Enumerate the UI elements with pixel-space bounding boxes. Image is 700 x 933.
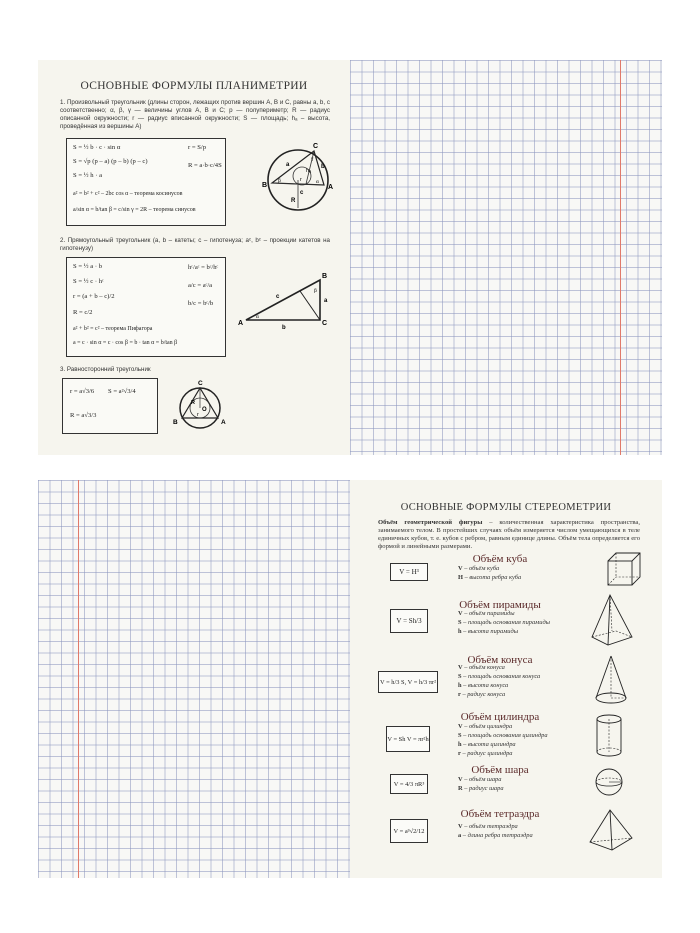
label-r: r [300,177,302,183]
formula-s1-4: a/sin α = b/tan β = c/sin γ = 2R – теорема синусов [73,207,196,213]
circumscribed-triangle-diagram [260,143,340,218]
right-triangle-diagram [238,272,334,332]
cylinder-legend-2: h – высота цилиндра [458,741,516,748]
formula-s1-3: a² = b² + c² – 2bc cos α – теорема косинусов [73,191,183,197]
rt-label-c: c [276,294,280,300]
section1-text: 1. Произвольный треугольник (длины сторон, лежащих против вершин A, B и C, равны a, b, c соответственно; α, β, γ — величины углов A, B и C; p — полупериметр; R — радиус описанной окружности; r — радиус вписанной окружности; S — площадь; hₐ – высота, проведённая из вершины A) [60,99,330,130]
formula-s2-r1: a/c = aᶜ/a [188,282,213,289]
tetrahedron-formula: V = a³√2/12 [390,819,428,843]
formula-s3-1: S = a²√3/4 [108,388,136,395]
cone-legend-1: S – площадь основания конуса [458,673,541,680]
stereometry-page [350,480,662,878]
eq-label-r: r [197,412,199,418]
label-c: c [300,190,304,196]
cylinder-formula: V = Sh V = πr²h [386,726,430,752]
section3-formula-box [62,378,158,434]
formula-s2-5: a = c · sin α = c · cos β = b · tan α = b/tan β [73,340,178,346]
cylinder-legend-1: S – площадь основания цилиндра [458,732,548,739]
label-C: C [313,143,319,150]
formula-s1-0: S = ½ b · c · sin α [73,144,121,151]
label-beta: β [278,178,281,184]
cone-legend-0: V – объём конуса [458,664,505,671]
rt-label-beta: β [314,288,317,294]
eq-label-B: B [173,419,178,426]
label-R: R [291,198,296,204]
sphere-drawing [594,767,624,797]
stereometry-intro [378,519,640,551]
eq-label-O: O [202,407,207,413]
pyramid-legend-1: S – площадь основания пирамиды [458,619,550,626]
eq-label-C: C [198,380,203,387]
eq-label-A: A [221,419,226,426]
rt-label-C: C [322,320,328,327]
eq-label-R: R [191,400,195,406]
tetrahedron-legend-1: a – длина ребра тетраэдра [458,832,533,839]
label-B: B [262,182,268,189]
cone-drawing [594,654,628,706]
grid-page-bottom-left [38,480,350,878]
planimetry-page [38,60,350,455]
cube-drawing [606,551,642,589]
formula-s1-1: S = √p (p – a) (p – b) (p – c) [73,158,148,165]
formula-s1-r: r = S/p [188,144,207,151]
pyramid-drawing [586,593,638,649]
formula-s2-1: S = ½ c · hᶜ [73,278,104,285]
label-alpha: α [316,179,319,185]
sphere-formula: V = 4/3 πR³ [390,774,428,794]
sphere-legend-1: R – радиус шара [458,785,504,792]
cone-legend-3: r – радиус конуса [458,691,506,698]
cube-legend-1: H – высота ребра куба [458,574,522,581]
formula-s2-2: r = (a + b – c)/2 [73,293,115,300]
section2-text: 2. Прямоугольный треугольник (a, b – катеты; c – гипотенуза; aᶜ, bᶜ – проекции катетов на гипотенузу) [60,237,330,252]
rt-label-B: B [322,273,328,280]
rt-label-a: a [324,298,328,304]
rt-label-alpha: α [256,314,259,320]
formula-s2-3: R = c/2 [73,309,93,316]
cone-legend-2: h – высота конуса [458,682,509,689]
pyramid-legend-2: h – высота пирамиды [458,628,519,635]
formula-s3-2: R = a√3/3 [70,412,97,419]
label-h: hₐ [306,168,312,174]
cube-title: Объём куба [472,553,528,565]
label-b: b [321,164,325,170]
cylinder-title: Объём цилиндра [460,711,540,723]
grid-page-top-right [350,60,662,455]
section3-text: 3. Равносторонний треугольник [60,366,151,373]
cone-title: Объём конуса [467,654,533,666]
stereometry-title: ОСНОВНЫЕ ФОРМУЛЫ СТЕРЕОМЕТРИИ [400,502,612,513]
formula-s2-r0: hᶜ/aᶜ = bᶜ/hᶜ [188,264,219,271]
margin-line [78,480,79,878]
rt-label-A: A [238,320,244,327]
pyramid-legend-0: V – объём пирамиды [458,610,515,617]
formula-s1-R: R = a·b·c/4S [188,162,222,169]
formula-s1-2: S = ½ h · a [73,172,102,179]
intro-text: – количественная характеристика пространства, занимаемого телом. В простейших случаях объём измеряется числом умещающихся в теле единичных кубов, т. е. кубов с ребром, равным единице длины. Объём тела определяется его формой и линейными размерами. [378,519,640,550]
tetrahedron-drawing [586,808,636,852]
sphere-title: Объём шара [471,764,529,776]
formula-s2-0: S = ½ a · b [73,263,102,270]
cube-formula: V = H³ [390,563,428,581]
cylinder-legend-3: r – радиус цилиндра [458,750,513,757]
label-gamma: γ [311,156,314,162]
formula-s3-0: r = a√3/6 [70,388,95,395]
intro-bold: Объём геометрической фигуры [378,519,483,526]
rt-label-b: b [282,325,286,331]
cylinder-drawing [594,714,624,758]
tetrahedron-legend-0: V – объём тетраэдра [458,823,518,830]
pyramid-title: Объём пирамиды [459,599,541,611]
label-A: A [328,184,334,191]
equilateral-triangle-diagram [172,382,228,432]
planimetry-title: ОСНОВНЫЕ ФОРМУЛЫ ПЛАНИМЕТРИИ [80,80,308,92]
label-a: a [286,162,290,168]
cylinder-legend-0: V – объём цилиндра [458,723,513,730]
formula-s2-4: a² + b² = c² – теорема Пифагора [73,326,153,332]
margin-line [620,60,621,455]
cube-legend-0: V – объём куба [458,565,500,572]
pyramid-formula: V = Sh/3 [390,609,428,633]
sphere-legend-0: V – объём шара [458,776,502,783]
cone-formula: V = h/3 S, V = h/3 πr² [378,671,438,693]
formula-s2-r2: b/c = bᶜ/b [188,300,214,307]
tetrahedron-title: Объём тетраэдра [460,808,540,820]
